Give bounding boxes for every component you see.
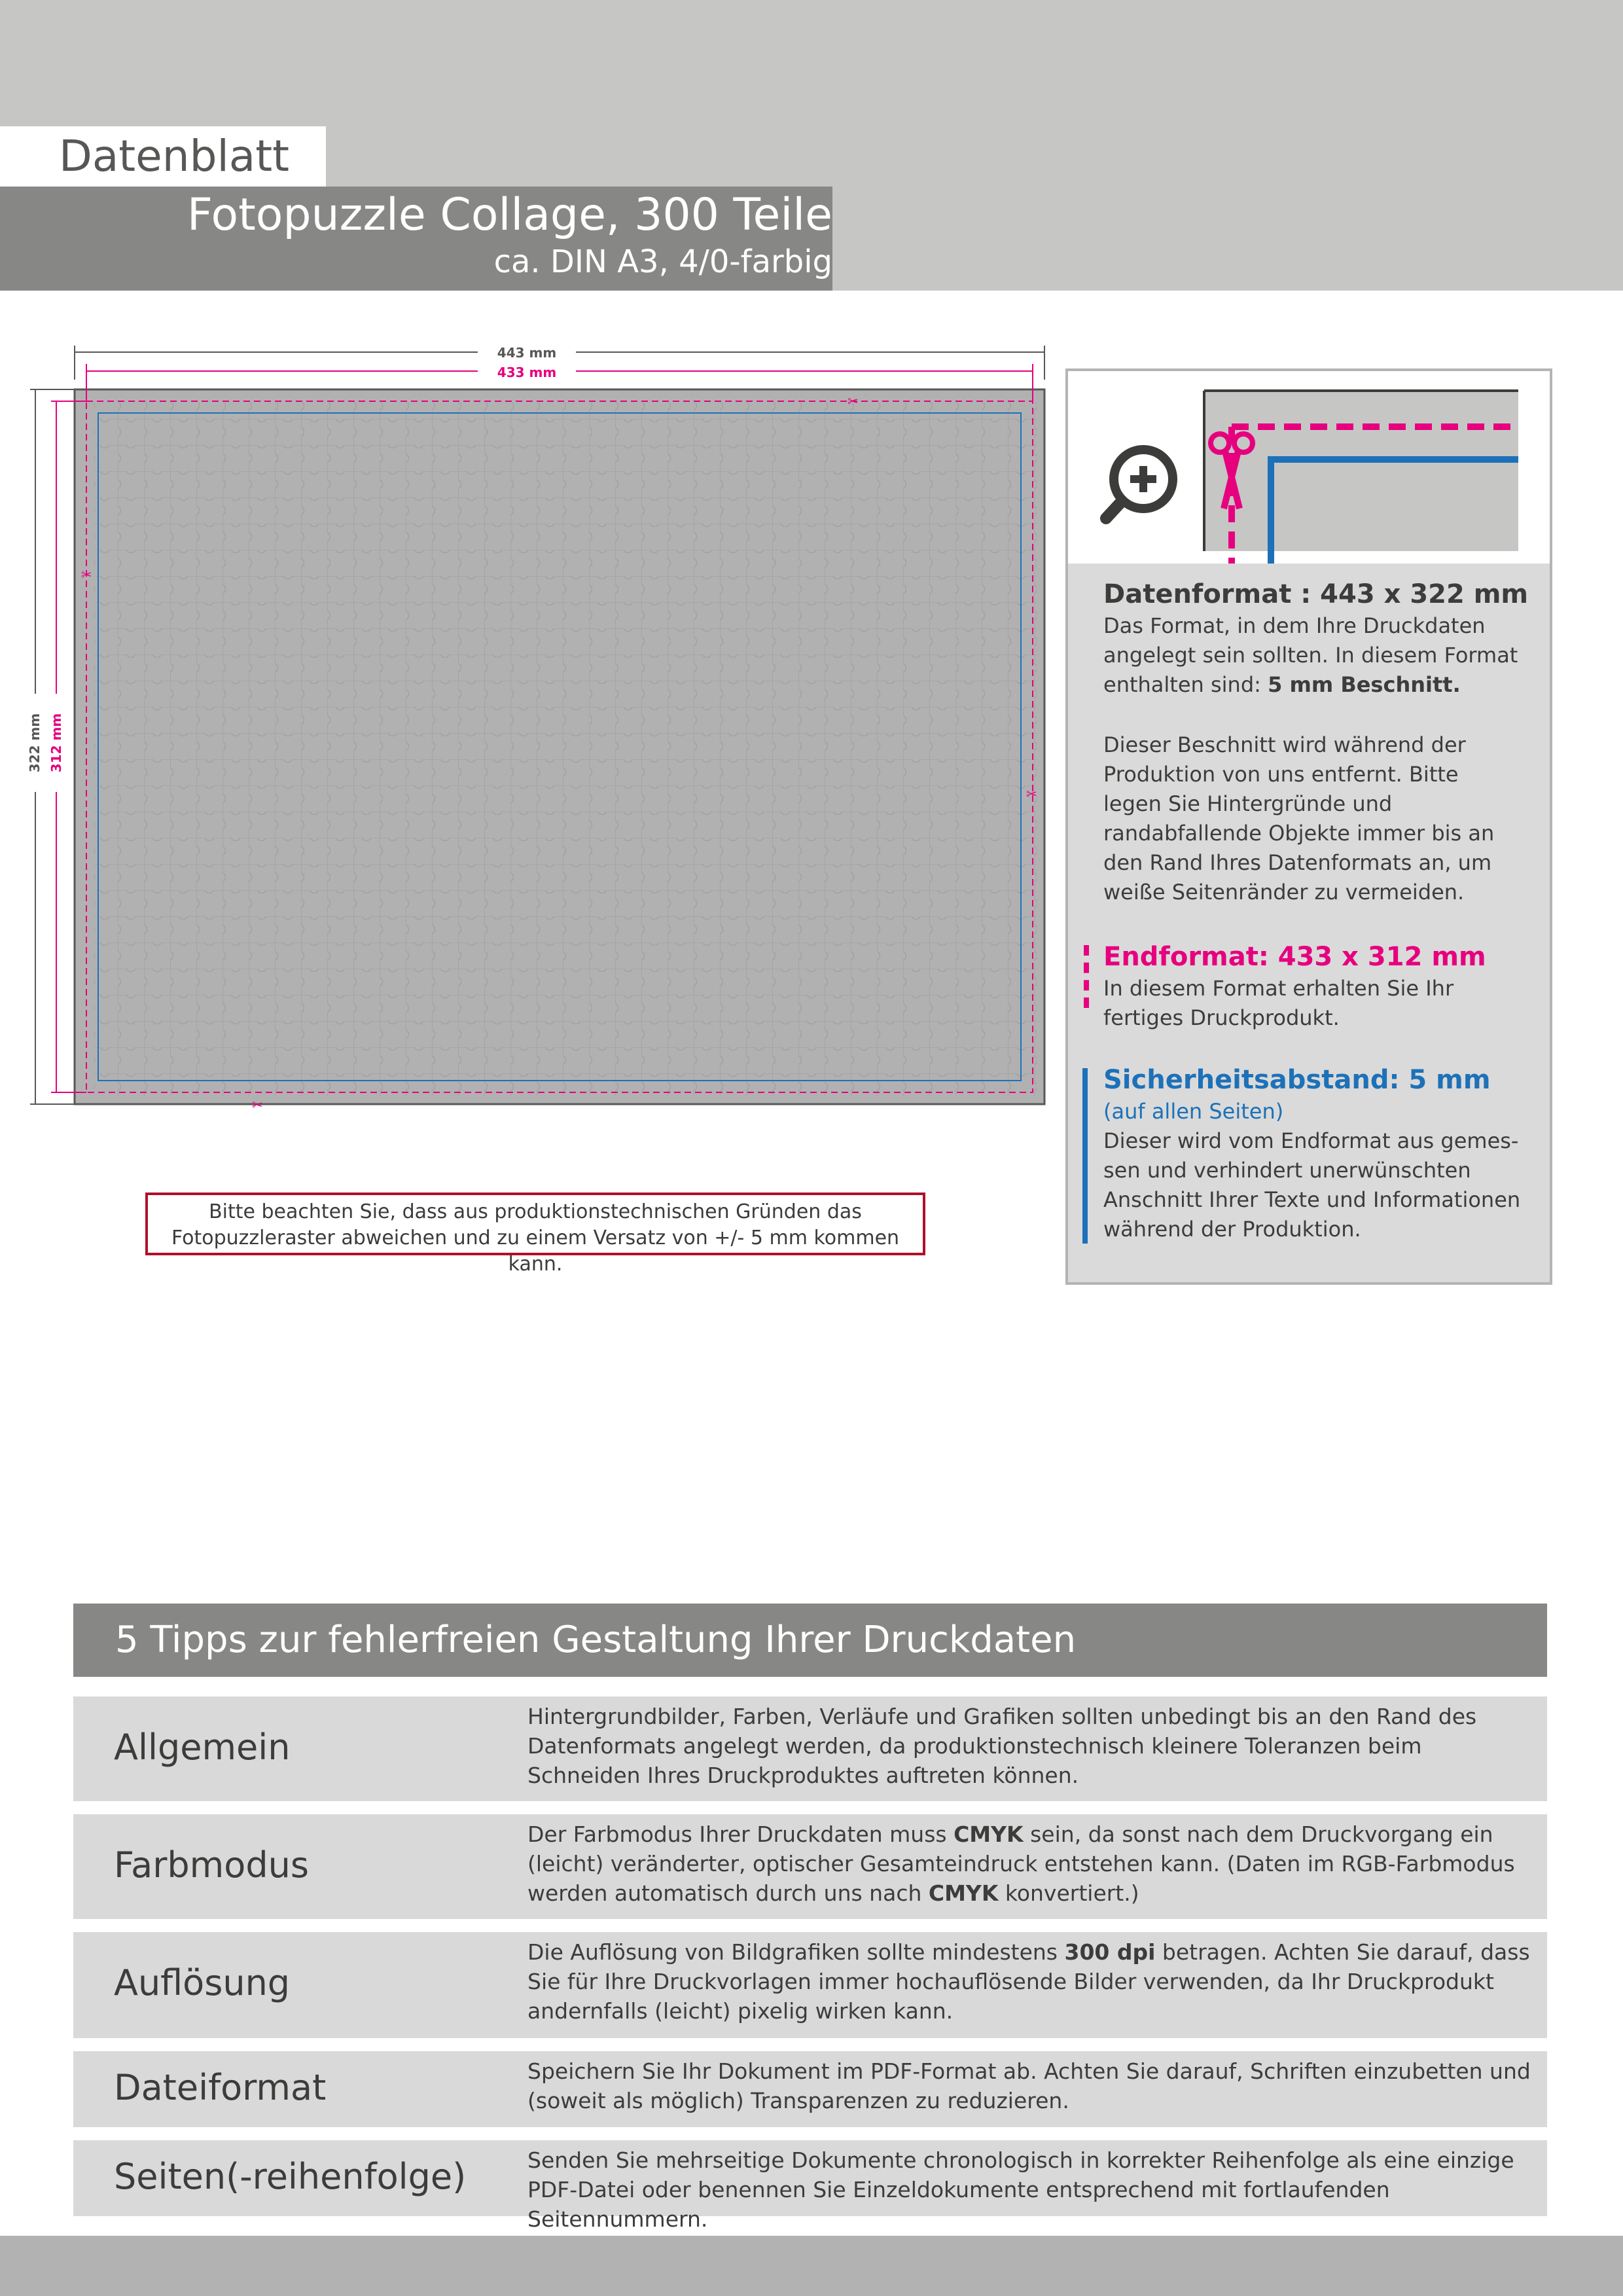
datenformat-text	[1103, 611, 1522, 700]
sicherheit-marker	[1082, 1068, 1088, 1244]
dim-width-data: 443 mm	[497, 345, 557, 361]
tip-text-bold: CMYK	[954, 1821, 1024, 1847]
tip-text-bold: CMYK	[928, 1880, 999, 1906]
tip-text-part: konvertiert.)	[998, 1880, 1139, 1906]
footer-band	[0, 2236, 1623, 2296]
tip-label-allgemein: Allgemein	[114, 1727, 291, 1768]
datenformat-description: Das Format, in dem Ihre Druckdaten angelegt sein sollten. In diesem Format enthalten sind:	[1103, 613, 1518, 697]
tip-label-seiten: Seiten(-reihenfolge)	[114, 2156, 467, 2197]
tip-text-allgemein: Hintergrundbilder, Farben, Verläufe und Grafiken sollten unbedingt bis an den Rand des Datenformats angelegt werden, da produktionstechnisch kleinere Toleranzen beim Schneiden Ihres Druckproduktes auftreten können.	[527, 1704, 1477, 1788]
tip-row-allgemein	[73, 1696, 1547, 1801]
tip-text-part: Der Farbmodus Ihrer Druckdaten muss	[527, 1821, 954, 1847]
tip-label-farbmodus: Farbmodus	[114, 1844, 309, 1886]
sicherheit-subtitle: (auf allen Seiten)	[1103, 1099, 1284, 1124]
tip-label-aufloesung: Auflösung	[114, 1962, 291, 2003]
zoom-in-icon	[1106, 450, 1173, 518]
tip-text-seiten: Senden Sie mehrseitige Dokumente chronologisch in korrekter Reihenfolge als eine einzige PDF-Datei oder benennen Sie Einzeldokumente entsprechend mit fortlaufenden Seitennummern.	[527, 2147, 1514, 2232]
tip-text-part: sein, da sonst nach dem Druckvorgang ein (leicht) veränderter, optischer Gesamteindruck entstehen kann. (Daten im RGB-Farbmodus werden automatisch durch uns nach	[527, 1821, 1515, 1906]
bleed-illustration	[1068, 371, 1550, 564]
tip-text-dateiformat: Speichern Sie Ihr Dokument im PDF-Format ab. Achten Sie darauf, Schriften einzubetten und (soweit als möglich) Transparenzen zu reduzieren.	[527, 2058, 1531, 2113]
scissors-mark-top: ✂	[847, 393, 859, 409]
page-title: Fotopuzzle Collage, 300 Teile	[187, 189, 832, 241]
tip-text-part: Die Auflösung von Bildgrafiken sollte mindestens	[527, 1939, 1065, 1965]
puzzle-format-diagram	[13, 340, 1060, 1126]
tip-row-seiten	[73, 2140, 1547, 2232]
sicherheit-title: Sicherheitsabstand: 5 mm	[1103, 1065, 1491, 1095]
tip-row-farbmodus	[73, 1814, 1547, 1919]
scissors-mark-right: ✂	[1026, 786, 1037, 802]
puzzle-grid	[94, 403, 1037, 1096]
scissors-mark-left: ✂	[81, 567, 92, 583]
datenformat-bleed: 5 mm Beschnitt.	[1268, 672, 1461, 697]
datenblatt-label: Datenblatt	[59, 131, 290, 181]
endformat-marker	[1084, 945, 1089, 1008]
endformat-title: Endformat: 433 x 312 mm	[1103, 942, 1486, 972]
tip-text-part: betragen. Achten Sie darauf, dass Sie für Ihre Druckvorlagen immer hochauflösende Bilder verwenden, da Ihr Druckprodukt andernfalls (leicht) pixelig wirken kann.	[527, 1939, 1530, 2024]
tip-text-aufloesung	[527, 1937, 1535, 2026]
page-subtitle: ca. DIN A3, 4/0-farbig	[493, 243, 832, 280]
scissors-mark-bottom: ✂	[252, 1097, 263, 1113]
tip-row-dateiformat	[73, 2051, 1547, 2127]
endformat-text: In diesem Format erhalten Sie Ihr fertiges Druckprodukt.	[1103, 976, 1454, 1030]
beschnitt-text: Dieser Beschnitt wird während der Produktion von uns entfernt. Bitte legen Sie Hintergründe und randabfallende Objekte immer bis an den Rand Ihres Datenformats an, um weiße Seitenränder zu vermeiden.	[1103, 732, 1495, 905]
dim-height-data: 322 mm	[27, 713, 43, 773]
tip-text-bold: 300 dpi	[1064, 1939, 1156, 1965]
sicherheit-text: Dieser wird vom Endformat aus gemes-sen und verhindert unerwünschten Anschnitt Ihrer Texte und Informationen während der Produktion.	[1103, 1128, 1521, 1242]
tips-title: 5 Tipps zur fehlerfreien Gestaltung Ihrer Druckdaten	[115, 1619, 1077, 1661]
tip-row-aufloesung	[73, 1932, 1547, 2038]
offset-note: Bitte beachten Sie, dass aus produktionstechnischen Gründen das Fotopuzzleraster abweichen und zu einem Versatz von +/- 5 mm kommen kann.	[145, 1193, 925, 1255]
dim-width-final: 433 mm	[497, 365, 557, 380]
tip-label-dateiformat: Dateiformat	[114, 2067, 327, 2108]
dim-height-final: 312 mm	[48, 713, 64, 773]
tip-text-farbmodus	[527, 1820, 1535, 1908]
datenformat-title: Datenformat : 443 x 322 mm	[1103, 579, 1529, 609]
